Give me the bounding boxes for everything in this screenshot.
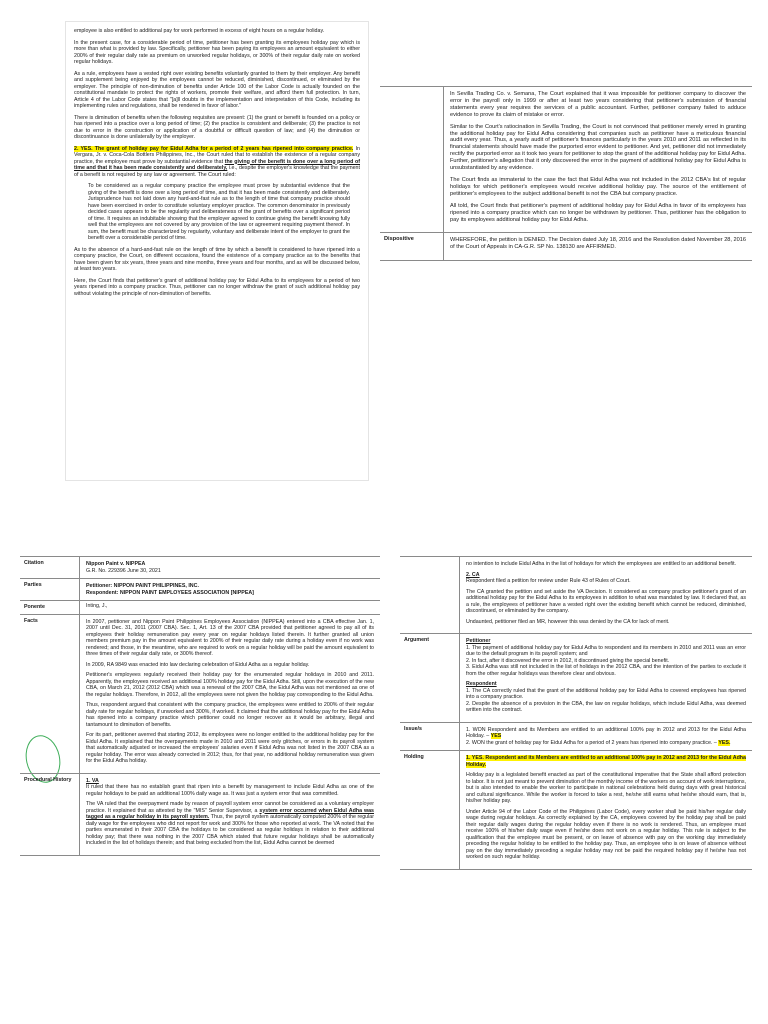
citation-cell bbox=[80, 557, 380, 578]
argument-point-2: 2. In fact, after it discovered the error in 2012, it discontinued giving the special benefit. bbox=[466, 657, 670, 664]
tr-cell bbox=[444, 87, 752, 232]
br-table-row bbox=[400, 722, 752, 751]
ponente-text: Inting, J., bbox=[86, 603, 108, 609]
tr-table-row bbox=[380, 86, 752, 232]
dispositive-text: WHEREFORE, the petition is DENIED. The Decision dated July 18, 2016 and the Resolution dated November 28, 2016 of the Court of Appeals in CA-G.R. SP No. 138130 are AFFIRMED. bbox=[450, 237, 746, 251]
citation-label: Citation bbox=[20, 557, 80, 578]
br-paragraph-2: Respondent filed a petition for review under Rule 43 of Rules of Court. bbox=[466, 578, 631, 584]
bl-table-row bbox=[20, 578, 380, 600]
issue-1 bbox=[466, 727, 746, 740]
issues-cell bbox=[460, 723, 752, 751]
br-paragraph-1: no intention to include Eidul Adha in the list of holidays for which the employees are entitled to an additional benefit. bbox=[466, 561, 737, 567]
va-heading: 1. VA bbox=[86, 777, 99, 784]
tl-underlined-text: the giving of the benefit is done over a long period of time and that it has been made consistently and deliberately, bbox=[74, 158, 360, 171]
parties-label: Parties bbox=[20, 579, 80, 600]
tr-paragraph-2: Similar to the Court's ratiocination in Sevilla Trading, the Court is not convinced that petitioner merely erred in granting the additional holiday pay for Eidul Adha considering that companies such as petitioner have a meticulous financial audit every year. Thus, a yearly audit of petitioner's finances particularly in the years 2010 and 2011 as reflected in its financial statements should have made the purported error evident to petitioner. And yet, petitioner did not immediately rectify the purported error as it took two years for petitioner to stop the grant of the additional holiday pay for Eidul Adha. Further, petitioner's allegation that it only discovered the error in the payment of additional holiday pay for Eidul Adha is unsubstantiated by any evidence. bbox=[450, 123, 747, 172]
tl-block-quote: To be considered as a regular company practice the employee must prove by substantial evidence that the giving of the benefit is done over a long period of time, and that it has been made consistently and deliberately. Jurisprudence has not laid down any hard-and-fast rule as to the length of time that company practice should have been exercised in order to constitute voluntary employer practice. The common denominator in previously decided cases appears to be the regularity and deliberateness of the grant of benefits over a significant period of time. It requires an indubitable showing that the employer agreed to continue giving the benefit knowing fully well that the employees are not covered by any provision of the law or agreement requiring payment thereof. In sum, the benefit must be characterized by regularity, voluntary and deliberate intent of the employer to grant the benefit over a considerable period of time. bbox=[88, 183, 350, 241]
issue-answer: YES. bbox=[718, 739, 731, 746]
parties-cell bbox=[80, 579, 380, 600]
issue-text: 2. WON the grant of holiday pay for Eidul Adha for a period of 2 years has ripened into company practice. – bbox=[466, 739, 717, 746]
tl-paragraph-6: As to the absence of a hard-and-fast rule on the length of time by which a benefit is considered to have ripened into a company practice, the Court, on different occasions, found the existence of a company practice as to the benefits that have been given for six years, three years and nine months, three years and four months, and as will be discussed below, at least two years. bbox=[74, 246, 360, 272]
tl-paragraph-1: employee is also entitled to additional pay for work performed in excess of eight hours on a regular holiday. bbox=[74, 28, 325, 34]
procedural-history-cell bbox=[80, 774, 380, 855]
holding-label: Holding bbox=[400, 751, 460, 869]
page-top-right bbox=[380, 86, 752, 386]
tr-empty-label bbox=[380, 87, 444, 232]
br-table-row bbox=[400, 556, 752, 633]
tl-highlighted-ruling: 2. YES. The grant of holiday pay for Eidul Adha for a period of 2 years has ripened into company practice. bbox=[74, 145, 354, 152]
ponente-cell bbox=[80, 601, 380, 614]
page-top-left bbox=[66, 22, 368, 480]
facts-paragraph-3: Petitioner's employees regularly received their holiday pay for the enumerated regular holidays in 2010 and 2011. Apparently, the employees received an additional 100% holiday pay for the Eidul Adha. Still, upon the execution of the new CBA, on March 21, 2012 (2012 CBA) which was a renewal of the 2007 CBA, the Eidul Adha was not mentioned as one of the regular holidays. Therefore, in 2012, all the employees were not given the holiday pay corresponding to the Eidul Adha. bbox=[86, 672, 374, 698]
issues-label: Issue/s bbox=[400, 723, 460, 751]
holding-cell bbox=[460, 751, 752, 869]
proc-paragraph-1: It ruled that there has no establish grant that ripen into a benefit by management to include Eidul Adha as one of the regular holidays to be paid an additional 100% daily wage as. It was just a system error that was committed. bbox=[86, 784, 374, 797]
argument-label: Argument bbox=[400, 634, 460, 722]
case-number: G.R. No. 229396 June 30, 2021 bbox=[86, 567, 161, 574]
tr-table-row bbox=[380, 232, 752, 261]
page-bottom-left bbox=[20, 556, 380, 1024]
respondent-text: Respondent: NIPPON PAINT EMPLOYEES ASSOCIATION [NIPPEA] bbox=[86, 589, 254, 596]
bl-table-row bbox=[20, 556, 380, 578]
argument-point-1: 1. The payment of additional holiday pay for Eidul Adha to respondent and its members in 2010 and 2011 was an error due to the default program in its payroll system; and bbox=[466, 644, 746, 657]
issue-2 bbox=[466, 740, 746, 747]
procedural-history-label: Procedural History bbox=[20, 774, 80, 855]
holding-highlight bbox=[466, 755, 746, 768]
tl-text: In Vergara, Jr. v. Coca-Cola Bottlers Philippines, Inc., the Court ruled that to establish the existence of a regular company practice, the employee must prove by substantial evidence that bbox=[74, 145, 360, 165]
tr-paragraph-4: All told, the Court finds that petitioner's payment of additional holiday pay for Eidul Adha in favor of its employees has ripened into a company practice which can no longer be withdrawn by petitioner. Thus, petitioner has the obligation to pay its employees additional holiday pay for Eidul Adha. bbox=[450, 202, 746, 223]
tl-text: i.e., despite the employer's knowledge that the payment of a benefit is not required by any law or agreement. The Court ruled: bbox=[74, 165, 360, 178]
holding-paragraph-2: Under Article 94 of the Labor Code of the Philippines (Labor Code), every worker shall be paid his/her regular daily wage during regular holidays. As correctly explained by the CA, employees covered by the holiday pay shall be paid their regular daily wages during the regular holiday even if there is no work is rendered. Thus, an employee must receive 100% of his/her daily wage even if he/she does not work on a regular holiday. This rule is subject to the qualification that the employee must be present, or on leave of absence with pay on the working day immediately preceding the regular holiday to be entitled to the holiday pay. Thus, an employee who is on leave of absence without pay on the day immediately preceding a regular holiday may not be paid the required holiday pay if he/she has not worked on such regular holiday. bbox=[466, 808, 746, 860]
petitioner-heading: Petitioner bbox=[466, 638, 491, 644]
bl-table-row bbox=[20, 614, 380, 773]
respondent-point-1: 1. The CA correctly ruled that the grant of the additional holiday pay for Eidul Adha to covered employees has ripened into a company practice. bbox=[466, 687, 746, 700]
holding-paragraph-1: Holiday pay is a legislated benefit enacted as part of the constitutional imperative that the State shall afford protection to labor. It is not just meant to prevent diminution of the monthly income of the workers on account of work interruptions, but is also intended to enable the worker to participate in national celebrations held during days with great historical and cultural significance. While the worker is forced to take a rest, he/she still earns what he/she should earn, that is, his/her holiday pay. bbox=[466, 772, 746, 804]
tl-paragraph-7: Here, the Court finds that petitioner's grant of additional holiday pay for Eidul Adha to its employees for a period of two years ripened into a company practice. Thus, petitioner can no longer withdraw the grant of such additional holiday pay without violating the principle of non-diminution of benefits. bbox=[74, 277, 360, 297]
br-paragraph-3: The CA granted the petition and set aside the VA Decision. It considered as company practice petitioner's grant of an additional holiday pay for the Eidul Adha to its employees in addition to what was mandated by law. It declared that, as a rule, the employees of petitioner have a vested right over the existing benefit which cannot be reduced, diminished, discontinued, or eliminated by the company. bbox=[466, 588, 746, 614]
tl-paragraph-4: There is diminution of benefits when the following requisites are present: (1) the grant or benefit is founded on a policy or has ripened into a practice over a long period of time; (2) the practice is consistent and deliberate; (3) the practice is not due to error in the construction or application of a doubtful or difficult question of law; and (4) the diminution or discontinuance is done unilaterally by the employer. bbox=[74, 114, 360, 140]
dispositive-label: Dispositive bbox=[380, 233, 444, 260]
tl-paragraph-3: As a rule, employees have a vested right over existing benefits voluntarily granted to them by their employer. Any benefit and supplement being enjoyed by the employees cannot be reduced, diminished, discontinued, or eliminated by the employer. The principle of non-diminution of benefits under Article 100 of the Labor Code is actually founded on the constitutional mandate to protect the rights of workers, promote their welfare, and afford them full protection. In turn, Article 4 of the Labor Code states that "[a]ll doubts in the implementation and interpretation of this Code, including its implementing rules and regulations, shall be rendered in favor of labor." bbox=[74, 70, 360, 109]
petitioner-text: Petitioner: NIPPON PAINT PHILIPPINES, INC. bbox=[86, 583, 199, 589]
argument-cell bbox=[460, 634, 752, 722]
holding-highlight-text: 1. YES. Respondent and its Members are entitled to an additional 100% pay in 2012 and 2013 for the Eidul Adha Holiday. bbox=[466, 755, 746, 768]
br-cell bbox=[460, 557, 752, 633]
br-table-row bbox=[400, 633, 752, 722]
tl-paragraph-5 bbox=[74, 146, 360, 179]
proc-text: The VA ruled that the overpayment made by reason of payroll system error cannot be considered as a voluntary employer practice. It explained that as attested by the "MIS" Senior Supervisor, a bbox=[86, 801, 374, 814]
br-paragraph-4: Undaunted, petitioner filed an MR, however this was denied by the CA for lack of merit. bbox=[466, 618, 670, 625]
tr-paragraph-3: The Court finds as immaterial to the case the fact that Eidul Adha was not included in the 2012 CBA's list of regular holidays for which petitioner's employees would receive additional holiday pay. The source of the entitlement of petitioner's employees to the subject additional benefit is not the CBA but company practice. bbox=[450, 176, 746, 197]
ponente-label: Ponente bbox=[20, 601, 80, 614]
proc-text: Thus, the payroll system automatically computed 200% of the regular daily wage for the employees who did not report for work and 300% for those who reported at work. The VA noted that the parties enumerated in their 2007 CBA the holidays to be considered as regular holidays in relation to their additional holiday pay; that there was nothing in the 2007 CBA which stated that future regular holidays shall be automatically included in the list of holidays therein; and that being excluded from the list, Eidul Adha cannot be deemed bbox=[86, 814, 374, 846]
tl-paragraph-2: In the present case, for a considerable period of time, petitioner has been granting its employees holiday pay which is more than what is provided by law. Specifically, petitioner has been paying its employees an amount equivalent to either 200% of their regular daily rate as premium on unworked regular holidays, or 300% of their regular daily rate on worked regular holidays. bbox=[74, 39, 360, 65]
br-table-row bbox=[400, 750, 752, 870]
bl-table-row bbox=[20, 600, 380, 614]
bl-table-row bbox=[20, 773, 380, 856]
respondent-heading: Respondent bbox=[466, 681, 497, 687]
facts-paragraph-5: For its part, petitioner averred that starting 2012, its employees were no longer entitled to the additional holiday pay for the Eidul Adha. It explained that the overpayments made in 2010 and 2011 were only glitches, or errors in its payroll system that automatically adjusted or increased the employees' salaries even if Eidul Adha was not listed in the 2007 CBA as a regular holiday. The error was already corrected in 2012; thus, for that year, no additional holiday remuneration was given for the Eidul Adha holiday. bbox=[86, 732, 374, 764]
ca-heading: 2. CA bbox=[466, 571, 480, 578]
proc-paragraph-2 bbox=[86, 801, 374, 847]
respondent-point-2: 2. Despite the absence of a provision in the CBA, the law on regular holidays, which include Eidul Adha, was deemed written into the contract. bbox=[466, 700, 746, 713]
facts-cell bbox=[80, 615, 380, 773]
facts-paragraph-4: Thus, respondent argued that consistent with the company practice, the employees were entitled to 200% of their regular daily rate for regular holidays, if unworked and 300%, if worked. It claimed that the additional holiday pay for the Eidul Adha has ripened into a company practice which petitioner could no longer recover as it would be arbitrary, illegal and tantamount to diminution of benefits. bbox=[86, 702, 374, 728]
proc-underlined-text: system error occurred when Eidul Adha was tagged as a regular holiday in its payroll system. bbox=[86, 807, 374, 820]
page-bottom-right bbox=[400, 556, 752, 1024]
issue-answer: YES bbox=[490, 733, 502, 739]
tr-paragraph-1: In Sevilla Trading Co. v. Semana, The Court explained that it was impossible for petitioner company to discover the error in the payroll only in 1999 or after at least two years considering that petitioner's submission of financial statements every year requires the services of a public accountant. Further, petitioner company failed to adduce evidence to prove its claim of mistake or error. bbox=[450, 91, 746, 118]
argument-point-3: 3. Eidul Adha was still not included in the list of holidays in the 2012 CBA, and the intention of the parties to exclude it from the other regular holidays was therefore clear and obvious. bbox=[466, 664, 746, 677]
dispositive-cell bbox=[444, 233, 752, 260]
facts-paragraph-1: In 2007, petitioner and Nippon Paint Philippines Employees Association (NIPPEA) entered into a CBA effective Jan. 1, 2007 until Dec. 31, 2011 (2007 CBA). Sec. 1, Art. 13 of the 2007 CBA provided that petitioner agreed to pay all of its employees their holiday remuneration pay every year on regular holidays listed therein. It further granted all union members premium pay in the amount equivalent to 200% of their regular daily rate during a holiday even if no work was rendered; and those, in the meantime, who are required to work on a regular holiday will be paid the amount equivalent to three times of their regular daily rate, or 300% thereof. bbox=[86, 618, 374, 657]
br-empty-label bbox=[400, 557, 460, 633]
facts-paragraph-2: In 2009, RA 9849 was enacted into law declaring celebration of Eidul Adha as a regular holiday. bbox=[86, 661, 310, 668]
case-title: Nippon Paint v. NIPPEA bbox=[86, 561, 146, 567]
facts-label: Facts bbox=[20, 615, 80, 773]
issue-text: 1. WON Respondent and its Members are entitled to an additional 100% pay in 2012 and 2013 for the Eidul Adha Holiday. – bbox=[466, 726, 746, 739]
